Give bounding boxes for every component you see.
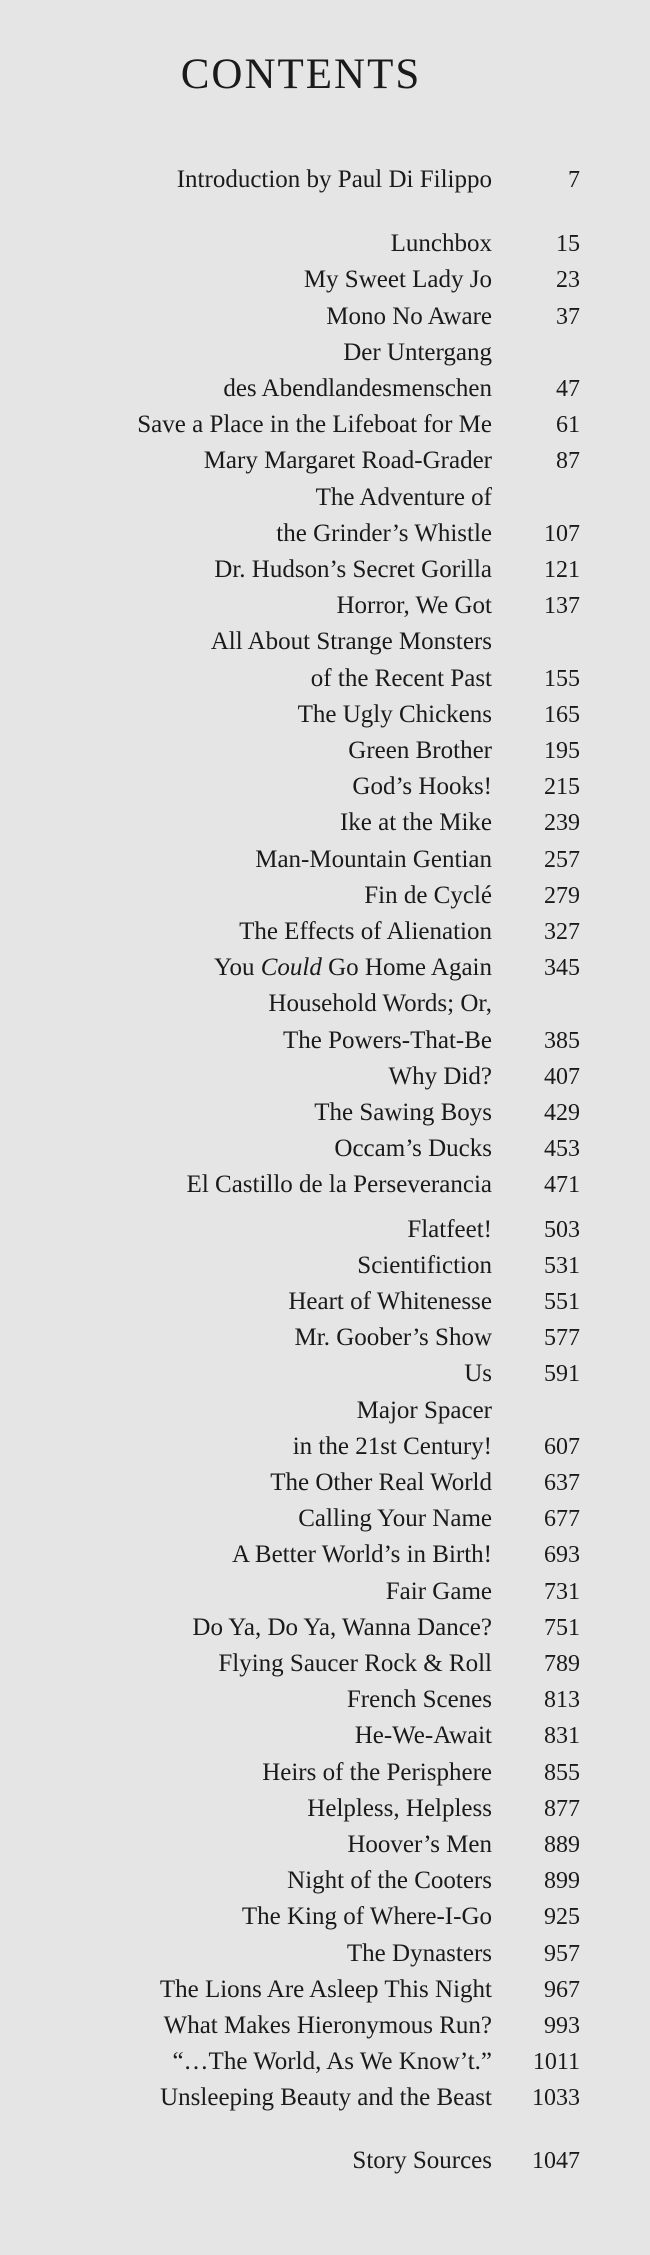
toc-page-number: 215 bbox=[544, 774, 580, 801]
toc-entry-title: Unsleeping Beauty and the Beast bbox=[160, 2084, 492, 2112]
toc-page-number: 279 bbox=[544, 882, 580, 909]
toc-page-number: 453 bbox=[544, 1136, 580, 1163]
toc-page-number: 789 bbox=[544, 1651, 580, 1677]
toc-entry-title: Major Spacer bbox=[356, 1396, 492, 1424]
toc-page-number: 503 bbox=[544, 1216, 580, 1243]
toc-entry-title: Der Untergang bbox=[343, 338, 492, 366]
toc-entry-title: des Abendlandesmenschen bbox=[223, 374, 492, 402]
toc-entry-title: Scientifiction bbox=[357, 1251, 492, 1279]
toc-page-number: 195 bbox=[544, 738, 580, 764]
toc-page-number: 925 bbox=[544, 1904, 580, 1931]
toc-page-number: 257 bbox=[544, 846, 580, 873]
toc-entry-title: French Scenes bbox=[346, 1686, 492, 1714]
toc-entry-title: Do Ya, Do Ya, Wanna Dance? bbox=[192, 1613, 492, 1641]
toc-page-number: 677 bbox=[544, 1506, 580, 1533]
toc-page-number: 37 bbox=[556, 303, 580, 330]
toc-entry-title: Occam’s Ducks bbox=[334, 1135, 492, 1163]
toc-page-number: 137 bbox=[544, 593, 580, 620]
toc-page-number: 531 bbox=[544, 1252, 580, 1279]
toc-page-number: 429 bbox=[544, 1100, 580, 1126]
toc-page-number: 831 bbox=[544, 1723, 580, 1750]
toc-entry-title: What Makes Hieronymous Run? bbox=[163, 2012, 492, 2039]
toc-page-number: 607 bbox=[544, 1433, 580, 1460]
toc-page-number: 23 bbox=[556, 267, 580, 294]
toc-entry-title: Horror, We Got bbox=[336, 592, 492, 620]
toc-entry-title: Lunchbox bbox=[390, 230, 492, 258]
toc-entry-title: in the 21st Century! bbox=[292, 1432, 492, 1460]
toc-page-number: 899 bbox=[544, 1868, 580, 1895]
toc-page-number: 577 bbox=[544, 1325, 580, 1352]
toc-entry-title: Mono No Aware bbox=[326, 302, 492, 330]
toc-entry-title: Flatfeet! bbox=[407, 1215, 492, 1243]
toc-page-number: 239 bbox=[544, 810, 580, 837]
toc-page-number: 551 bbox=[544, 1289, 580, 1315]
toc-entry-title: the Grinder’s Whistle bbox=[276, 519, 492, 547]
toc-entry-title: Household Words; Or, bbox=[268, 990, 492, 1018]
toc-page-number: 155 bbox=[544, 665, 580, 692]
toc-page-number: 1047 bbox=[532, 2147, 580, 2174]
toc-entry-title: He-We-Await bbox=[354, 1722, 492, 1750]
toc-entry-title: “…The World, As We Know’t.” bbox=[172, 2048, 492, 2076]
toc-entry-title: God’s Hooks! bbox=[352, 773, 492, 801]
toc-page-number: 813 bbox=[544, 1687, 580, 1714]
toc-page-number: 591 bbox=[544, 1361, 580, 1388]
toc-entry-title: Man-Mountain Gentian bbox=[255, 845, 492, 873]
toc-entry-title: Hoover’s Men bbox=[347, 1831, 492, 1858]
toc-entry-title: Heart of Whitenesse bbox=[288, 1288, 492, 1315]
toc-entry-title: The Adventure of bbox=[315, 483, 492, 511]
toc-entry-title: Save a Place in the Lifeboat for Me bbox=[137, 411, 492, 439]
toc-page-number: 637 bbox=[544, 1470, 580, 1496]
toc-page-number: 165 bbox=[544, 701, 580, 728]
toc-page-number: 15 bbox=[556, 231, 580, 258]
toc-page-number: 693 bbox=[544, 1542, 580, 1569]
toc-page-number: 1011 bbox=[532, 2049, 580, 2076]
toc-page-number: 751 bbox=[544, 1614, 580, 1641]
toc-entry-title: A Better World’s in Birth! bbox=[231, 1541, 492, 1569]
toc-entry-title: Ike at the Mike bbox=[339, 809, 492, 837]
toc-entry-title: The King of Where-I-Go bbox=[241, 1903, 492, 1931]
toc-entry-title: Introduction by Paul Di Filippo bbox=[176, 166, 492, 193]
toc-entry-title: My Sweet Lady Jo bbox=[303, 266, 492, 294]
toc-entry-title: The Lions Are Asleep This Night bbox=[159, 1975, 492, 2003]
toc-entry-title: Dr. Hudson’s Secret Gorilla bbox=[214, 556, 492, 583]
toc-page-number: 61 bbox=[556, 412, 580, 439]
toc-entry-title: The Other Real World bbox=[270, 1469, 492, 1496]
page-title: CONTENTS bbox=[180, 51, 422, 98]
toc-entry-title: Helpless, Helpless bbox=[307, 1794, 492, 1822]
toc-page-number: 967 bbox=[544, 1976, 580, 2003]
toc-page-number: 87 bbox=[556, 448, 580, 475]
toc-entry-title: Story Sources bbox=[352, 2146, 492, 2174]
toc-entry-title: Flying Saucer Rock & Roll bbox=[218, 1650, 492, 1677]
toc-entry-title: of the Recent Past bbox=[310, 664, 492, 692]
toc-page-number: 345 bbox=[544, 955, 580, 982]
toc-page-number: 121 bbox=[544, 557, 580, 583]
toc-entry-title: Fair Game bbox=[385, 1577, 492, 1605]
toc-page-number: 731 bbox=[544, 1578, 580, 1605]
toc-page-number: 385 bbox=[544, 1027, 580, 1054]
toc-page-number: 877 bbox=[544, 1795, 580, 1822]
toc-entry-title: The Dynasters bbox=[346, 1939, 492, 1967]
toc-page-number: 889 bbox=[544, 1832, 580, 1858]
toc-page-number: 107 bbox=[544, 520, 580, 547]
toc-page-number: 471 bbox=[544, 1172, 580, 1199]
toc-page-number: 993 bbox=[544, 2013, 580, 2039]
toc-page-number: 327 bbox=[544, 919, 580, 945]
toc-page-number: 7 bbox=[568, 167, 580, 193]
toc-page-number: 1033 bbox=[532, 2085, 580, 2112]
toc-entry-title: Why Did? bbox=[388, 1062, 492, 1090]
toc-entry-title: All About Strange Monsters bbox=[210, 628, 492, 656]
toc-entry-title: Fin de Cyclé bbox=[364, 881, 492, 909]
toc-entry-title: Night of the Cooters bbox=[287, 1867, 492, 1895]
toc-entry-title: Green Brother bbox=[348, 737, 492, 764]
toc-entry-title: The Effects of Alienation bbox=[239, 918, 492, 945]
toc-entry-title: Mary Margaret Road-Grader bbox=[203, 447, 492, 475]
toc-entry-title: The Ugly Chickens bbox=[297, 700, 492, 728]
toc-entry-title: Heirs of the Perisphere bbox=[262, 1758, 492, 1786]
toc-page-number: 407 bbox=[544, 1063, 580, 1090]
toc-page-number: 957 bbox=[544, 1940, 580, 1967]
toc-entry-title: El Castillo de la Perseverancia bbox=[186, 1171, 492, 1199]
toc-page-number: 855 bbox=[544, 1759, 580, 1786]
toc-entry-title: Calling Your Name bbox=[298, 1505, 492, 1533]
toc-entry-title: You Could Go Home Again bbox=[213, 954, 492, 982]
toc-entry-title: The Powers-That-Be bbox=[283, 1026, 492, 1054]
toc-page-number: 47 bbox=[556, 375, 580, 402]
toc-entry-title: Mr. Goober’s Show bbox=[294, 1324, 492, 1352]
toc-entry-title: Us bbox=[464, 1360, 492, 1388]
toc-entry-title: The Sawing Boys bbox=[314, 1099, 492, 1126]
